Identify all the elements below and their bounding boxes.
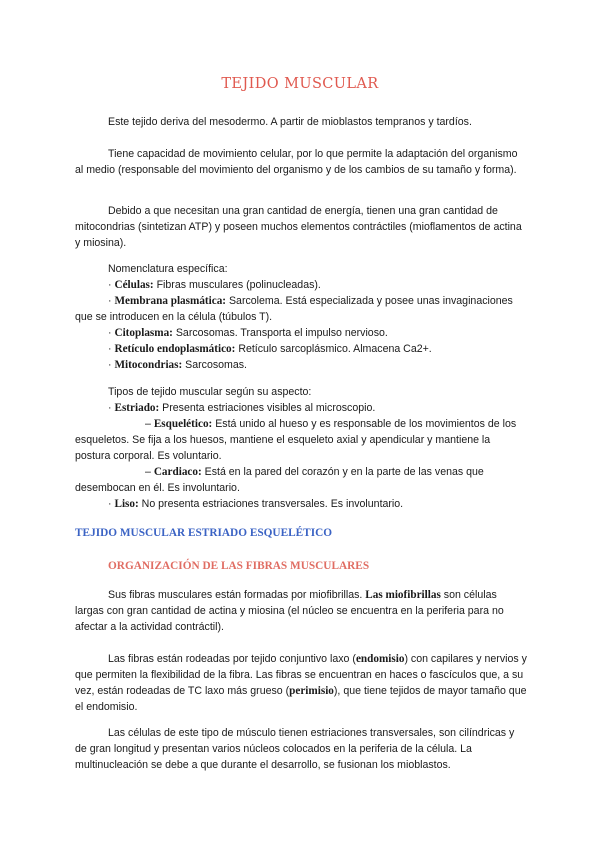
paragraph-endomysium: Las fibras están rodeadas por tejido conjuntivo laxo (endomisio) con capilares y nervios y que permiten la flexibilidad de la fibra. Las fibras se encuentran en haces o fascículos que, a su vez, están rodeadas de TC laxo más grueso (perimisio), que tiene tejidos de mayor tamaño que el endomisio. (75, 653, 527, 713)
list-item: · Mitocondrias: Sarcosomas. (108, 359, 247, 371)
paragraph-energy: Debido a que necesitan una gran cantidad de energía, tienen una gran cantidad de mitocondrias (sintetizan ATP) y poseen muchos elementos contráctiles (mioflamentos de actina y miosina). (75, 205, 522, 249)
list-item: – Cardiaco: Está en la pared del corazón y en la parte de las venas que desembocan en él. Es involuntario. (75, 466, 484, 494)
types-list (75, 384, 527, 512)
list-item: · Células: Fibras musculares (polinucleadas). (108, 279, 321, 291)
paragraph-origin: Este tejido deriva del mesodermo. A partir de mioblastos tempranos y tardíos. (108, 116, 472, 128)
subsection-heading: ORGANIZACIÓN DE LAS FIBRAS MUSCULARES (108, 560, 370, 572)
list-item: · Retículo endoplasmático: Retículo sarcoplásmico. Almacena Ca2+. (108, 343, 432, 355)
list-item: · Estriado: Presenta estriaciones visibles al microscopio. (108, 402, 376, 414)
list-item: · Membrana plasmática: Sarcolema. Está especializada y posee unas invaginaciones que se introducen en la célula (túbulos T). (75, 295, 513, 323)
page-title: TEJIDO MUSCULAR (221, 76, 379, 92)
types-heading: Tipos de tejido muscular según su aspecto: (108, 386, 312, 398)
paragraph-myofibrils: Sus fibras musculares están formadas por miofibrillas. Las miofibrillas son células largas con gran cantidad de actina y miosina (el núcleo se encuentra en la periferia para no afectar a la actividad contráctil). (75, 589, 504, 633)
list-item: · Liso: No presenta estriaciones transversales. Es involuntario. (108, 498, 404, 510)
paragraph-cells: Las células de este tipo de músculo tienen estriaciones transversales, son cilíndricas y de gran longitud y presentan varios núcleos colocados en la periferia de la célula. La multinucleación se debe a que durante el desarrollo, se fusionan los mioblastos. (75, 727, 515, 771)
paragraph-capacity: Tiene capacidad de movimiento celular, por lo que permite la adaptación del organismo al medio (responsable del movimiento del organismo y de los cambios de su tamaño y forma). (75, 148, 518, 176)
list-item: – Esquelético: Está unido al hueso y es responsable de los movimientos de los esqueletos. Se fija a los huesos, mantiene el esqueleto axial y apendicular y mantiene la postura corporal. Es voluntario. (75, 418, 517, 462)
nomenclature-heading: Nomenclatura específica: (108, 263, 228, 275)
list-item: · Citoplasma: Sarcosomas. Transporta el impulso nervioso. (108, 327, 388, 339)
nomenclature-list (75, 261, 527, 373)
section-heading: TEJIDO MUSCULAR ESTRIADO ESQUELÉTICO (75, 527, 333, 539)
